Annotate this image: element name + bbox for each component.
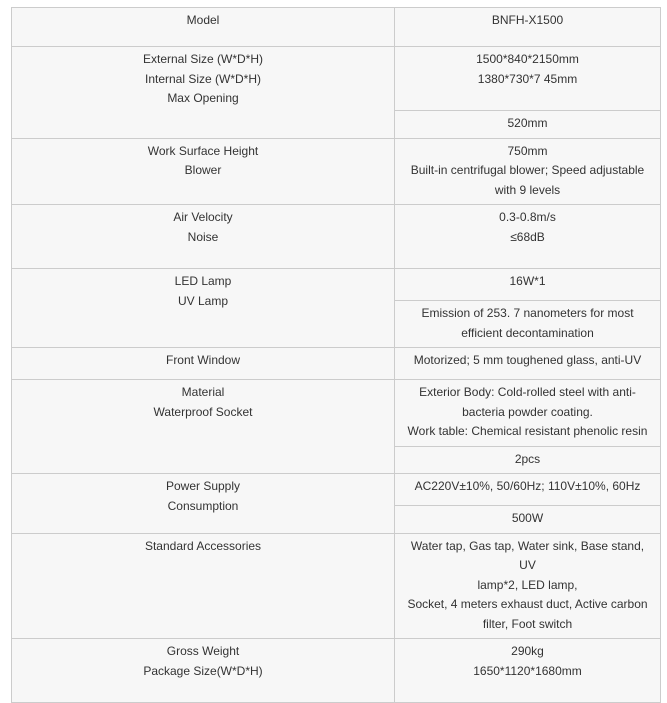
spec-value: Socket, 4 meters exhaust duct, Active carbon [407,597,648,611]
spec-label-cell [12,380,395,474]
spec-label-cell [12,269,395,348]
spec-value: AC220V±10%, 50/60Hz; 110V±10%, 60Hz [414,479,641,493]
spec-value-cell [395,47,661,111]
spec-label: Gross Weight [166,644,240,658]
spec-table [11,7,661,703]
spec-value: 1500*840*2150mm [476,52,579,66]
spec-label: Material [181,385,225,399]
spec-value: BNFH-X1500 [491,13,564,27]
spec-label: Noise [187,229,219,244]
spec-value-cell [395,639,661,703]
spec-value-cell [395,446,661,474]
spec-value-cell [395,506,661,534]
spec-value: Water tap, Gas tap, Water sink, Base stand, UV [410,538,645,572]
spec-value: bacteria powder coating. [462,404,593,419]
spec-value: 290kg [511,644,544,658]
spec-value: 1650*1120*1680mm [473,663,582,678]
spec-label: Waterproof Socket [153,404,253,419]
spec-label: LED Lamp [174,274,232,288]
spec-value-cell [395,205,661,269]
spec-label: Consumption [167,498,239,513]
spec-value: 750mm [507,143,548,158]
spec-label-cell [12,533,395,639]
table-row [12,47,661,111]
spec-value-cell [395,474,661,506]
spec-label: Max Opening [167,91,239,105]
spec-value: 520mm [507,116,548,130]
table-row [12,348,661,380]
spec-label: External Size (W*D*H) [142,52,264,66]
table-row [12,138,661,205]
table-row [12,380,661,447]
spec-value: filter, Foot switch [482,616,573,631]
spec-label: Package Size(W*D*H) [143,663,263,678]
spec-value-cell [395,269,661,301]
spec-label: Front Window [165,353,241,367]
table-row [12,205,661,269]
table-row [12,8,661,47]
spec-value-cell [395,533,661,639]
spec-value: ≤68dB [510,229,545,244]
spec-value: 500W [511,511,544,525]
spec-label: Air Velocity [173,210,233,224]
spec-label: Blower [184,163,222,177]
spec-label-cell [12,639,395,703]
spec-value-cell [395,111,661,139]
spec-label: Model [186,13,220,27]
spec-value: Emission of 253. 7 nanometers for most [421,306,634,320]
spec-value: Exterior Body: Cold-rolled steel with anti- [419,385,636,399]
spec-label: Power Supply [165,479,241,493]
spec-label-cell [12,138,395,205]
spec-label-cell [12,474,395,534]
table-row [12,639,661,703]
spec-value: 0.3-0.8m/s [499,210,556,224]
spec-label-cell [12,348,395,380]
spec-value-cell [395,301,661,348]
spec-value: efficient decontamination [461,325,594,340]
spec-value-cell [395,348,661,380]
table-row [12,533,661,639]
spec-label-cell [12,8,395,47]
spec-label: Internal Size (W*D*H) [144,71,262,86]
table-row [12,474,661,506]
spec-label: Standard Accessories [144,538,262,553]
spec-value-cell [395,8,661,47]
spec-value-cell [395,380,661,447]
spec-value: lamp*2, LED lamp, [477,577,578,592]
spec-value: Work table: Chemical resistant phenolic resin [407,424,648,438]
table-row [12,269,661,301]
spec-value: Motorized; 5 mm toughened glass, anti-UV [413,353,642,367]
spec-value: with 9 levels [494,182,561,197]
spec-value: 2pcs [514,451,541,466]
spec-value: 16W*1 [509,274,546,288]
spec-value: 1380*730*7 45mm [477,71,578,86]
spec-value-cell [395,138,661,205]
spec-label: Work Surface Height [147,143,259,158]
spec-label-cell [12,205,395,269]
spec-label-cell [12,47,395,139]
spec-value: Built-in centrifugal blower; Speed adjustable [410,163,645,177]
spec-label: UV Lamp [177,293,229,308]
